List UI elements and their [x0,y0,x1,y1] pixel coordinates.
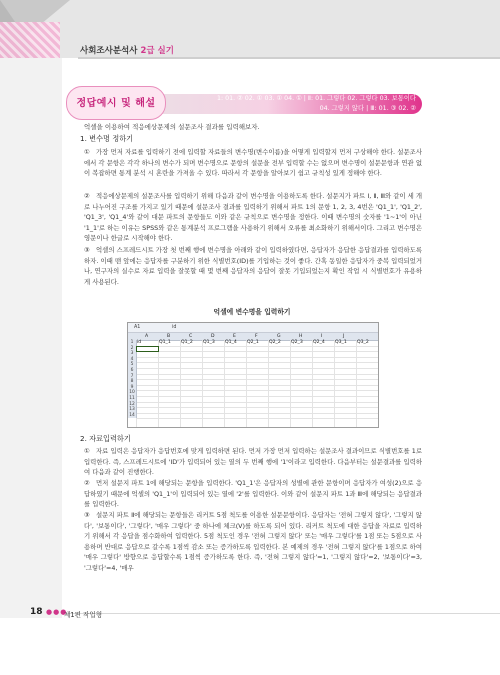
grid-line [136,413,378,414]
grid-line [136,396,378,397]
item-number: ② [84,192,90,200]
grid-line [246,340,247,427]
row-number: 11 [128,396,137,402]
column-letter: G [277,334,281,339]
answer-key [172,94,416,114]
grid-line [136,407,378,408]
item-text: 설문지 파트 Ⅱ에 해당되는 문항들은 리커트 5점 척도를 이용한 설문문항이다. 응답자는 '전혀 그렇지 않다', '그렇지 않다', '보통이다', '그렇다', '매우 그렇다' 중 하나에 체크(V)를 하도록 되어 있다. 리커트 척도에 대한 응답을 자료로 입력하기 위해서 각 응답을 점수화하여 입력한다. 5점 척도인 경우 '전혀 그렇지 않다' 또는 '매우 그렇다'를 1점 또는 5점으로 사용하며 반대로 응답으로 갈수록 1점씩 감소 또는 증가하도록 입력한다. 본 예제의 경우 '전혀 그렇지 않다'를 1점으로 하여 '매우 그렇다' 방향으로 응답할수록 1점씩 증가하도록 한다. 즉, '전혀 그렇지 않다'=1, '그렇지 않다'=2, '보통이다'=3, '그렇다'=4, '매우 [84,511,422,572]
section-2-heading: 2. 자료입력하기 [80,434,131,443]
grid-line [136,351,378,352]
footer-rule [62,613,500,614]
row-number: 6 [128,368,137,374]
item-number: ② [84,479,90,487]
spreadsheet-figure [127,322,379,428]
row-number: 1 [128,340,137,346]
item-text: 먼저 설문지 파트 1에 해당되는 문항을 입력한다. 'Q1_1'은 응답자의 성별에 관한 문항이며 응답자가 여성(2)으로 응답하였기 때문에 억셀의 'Q1_1'이 입력되어 있는 열에 '2'를 입력한다. 이와 같이 설문지 파트 1과 Ⅲ에 해당되는 응답결과를 입력한다. [84,479,422,508]
column-letter: I [321,334,323,339]
item-text: 억셀의 스프레드시트 가장 첫 번째 행에 변수명을 아래와 같이 입력하였다면, 응답자가 응답한 응답결과를 입력하도록 하자. 이때 맨 앞에는 응답자를 구분하기 위한 식별번호(ID)를 기입하는 것이 좋다. 간혹 동일한 응답자가 중복 입력되었거나, 연구자의 실수로 자료 입력을 잘못할 때 몇 번째 응답자의 응답이 잘못 기입되었는지 확인 작업 시 식별번호가 유용하게 사용된다. [84,246,422,286]
intro-text: 억셀을 이용하여 적응에상문제의 설문조사 결과를 입력해보자. [84,123,260,131]
grid-line [224,340,225,427]
header-cell: Q2_2 [269,340,281,345]
item-number: ① [84,447,90,455]
section-1-item-2 [84,191,422,244]
section-2-item-3 [84,510,422,573]
grid-line [312,340,313,427]
section-1-heading: 1. 변수명 정하기 [80,134,134,143]
margin-rail [0,58,62,618]
footer-dots: ●●● [46,608,68,616]
top-decoration [0,0,500,58]
row-number: 9 [128,385,137,391]
header-rule [78,57,500,59]
column-letter: J [343,334,345,339]
grid-line [334,340,335,427]
row-number: 13 [128,407,137,413]
row-number: 7 [128,374,137,380]
grid-line [136,418,378,419]
header-cell: Q2_3 [291,340,303,345]
header-prefix: 사회조사분석사 [80,46,138,56]
row-number: 12 [128,402,137,408]
column-letter: E [233,334,236,339]
header-cell: Q2_1 [247,340,259,345]
row-number: 14 [128,413,137,419]
answer-line-2: 04. 그렇지 않다 | Ⅲ: 01. ③ 02. ② [319,105,416,112]
column-letter: A [145,334,149,339]
grid-line [136,374,378,375]
page-number: 18 [30,607,43,617]
name-box: A1 [134,325,141,330]
row-number: 2 [128,346,137,352]
selected-cell [136,346,159,353]
section-2-item-1 [84,446,422,478]
row-number: 8 [128,379,137,385]
running-header [80,44,174,56]
item-text: 적응에상문제의 설문조사를 입력하기 위해 다음과 같이 변수명을 이용하도록 한다. 설문지가 파트 Ⅰ, Ⅱ, Ⅲ와 같이 세 개로 나누어진 구조를 가지고 있기 때문에 설문조사 결과를 입력하기 위해서 파트 1의 문항 1, 2, 3, 4번은 'Q1_1', 'Q1_2', 'Q1_3', 'Q1_4'와 같이 대문 파트의 문항들도 이와 같은 규칙으로 변수명을 정한다. 이때 변수명의 숫자를 '1~1'이 아닌 '1_1'로 하는 이유는 SPSS와 같은 통계분석 프로그램을 사용하기 위해서 오류를 최소화하기 위해서이다. 그리고 변수명은 영문이나 한글로 시작해야 한다. [84,192,422,242]
column-letter: B [167,334,171,339]
grid-line [136,379,378,380]
grid-line [290,340,291,427]
grid-line [136,368,378,369]
header-cell: Q3_1 [335,340,347,345]
grid-line [136,357,378,358]
decor-stripe [0,22,60,58]
section-2-item-2 [84,478,422,510]
grid-line [158,340,159,427]
grid-line [356,340,357,427]
item-number: ① [84,148,90,156]
item-text: 가장 먼저 자료를 입력하기 전에 입력할 자료들의 변수명(변수이름)을 어떻게 입력할지 먼저 구상해야 한다. 설문조사에서 각 문항은 각각 하나의 변수가 되며 변수명으로 문항의 설문을 전부 입력할 수는 없으며 변수명이 설문문항과 연관 없이 복잡하면 통계 분석 시 혼란을 가져올 수 있다. 따라서 각 문항을 알아보기 쉽고 규칙성 있게 정해야 한다. [84,148,422,177]
grid-line [136,402,378,403]
row-number: 4 [128,357,137,363]
column-letter: C [189,334,193,339]
column-letter: D [211,334,215,339]
figure-caption: 억셀에 변수명을 입력하기 [213,308,291,316]
formula-bar [128,323,378,333]
answer-badge [66,86,166,120]
section-1-item-1 [84,147,422,179]
grid-line [180,340,181,427]
grid-line [136,362,378,363]
column-letter: H [299,334,303,339]
header-cell: Q1_1 [159,340,171,345]
row-number: 5 [128,362,137,368]
header-cell: id [137,340,142,345]
grid-line [136,385,378,386]
item-number: ③ [84,511,90,519]
item-text: 자료 입력은 응답자가 응답번호에 맞게 입력하면 된다. 먼저 가장 먼저 입력하는 설문조사 결과이므로 식별번호를 1로 입력한다. 즉, 스프레드시트에 'ID'가 입력되어 있는 열의 두 번째 행에 '1'이라고 입력한다. 다음부터는 설문결과를 입력하여 다음과 같이 진행한다. [84,447,422,476]
grid-line [136,390,378,391]
answer-line-1: 1: 01. ② 02. ① 03. ① 04. ① | Ⅱ: 01. 그렇다 02. 그렇다 03. 보통이다 [216,95,416,102]
header-cell: Q1_2 [181,340,193,345]
row-number: 10 [128,390,137,396]
column-letter: F [255,334,258,339]
grid-line [202,340,203,427]
header-cell: Q1_3 [203,340,215,345]
item-number: ③ [84,246,90,254]
footer-part-label: 제1편 작업형 [64,611,103,619]
header-cell: Q2_4 [313,340,325,345]
header-cell: Q3_2 [357,340,369,345]
header-cell: Q1_4 [225,340,237,345]
answer-badge-label: 정답예시 및 해설 [76,98,156,109]
section-1-item-3 [84,245,422,287]
header-accent: 2급 실기 [140,46,174,56]
row-number: 3 [128,351,137,357]
grid-line [268,340,269,427]
formula-value: id [172,325,177,330]
